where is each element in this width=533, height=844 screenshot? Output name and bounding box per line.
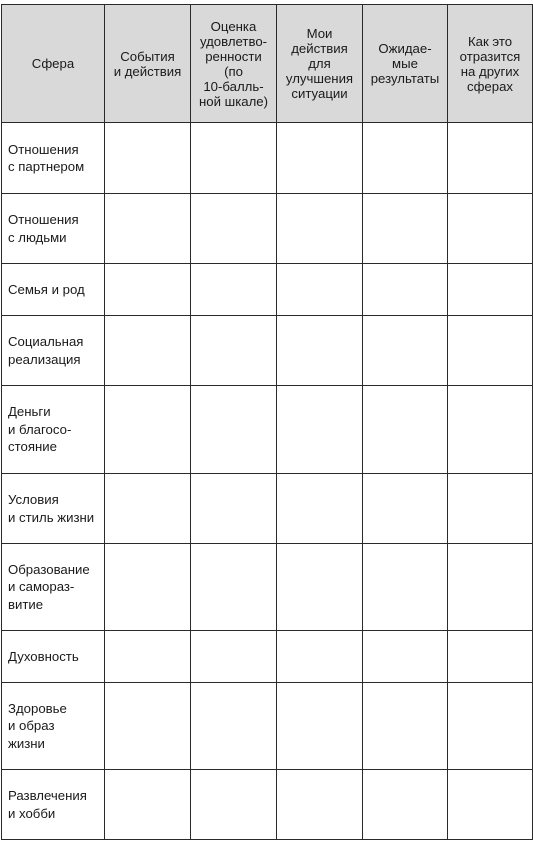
table-cell[interactable] bbox=[363, 631, 448, 683]
table-cell[interactable] bbox=[277, 316, 363, 386]
table-cell[interactable] bbox=[448, 474, 533, 544]
table-cell[interactable] bbox=[191, 386, 277, 474]
table-cell[interactable] bbox=[363, 123, 448, 194]
table-cell[interactable] bbox=[363, 474, 448, 544]
table-cell[interactable] bbox=[105, 474, 191, 544]
row-label: Образование и самораз- витие bbox=[2, 544, 105, 631]
column-header-sphere: Сфера bbox=[2, 5, 105, 123]
column-header-events: События и действия bbox=[105, 5, 191, 123]
table-cell[interactable] bbox=[191, 770, 277, 840]
row-label: Духовность bbox=[2, 631, 105, 683]
table-cell[interactable] bbox=[363, 194, 448, 264]
table-body bbox=[2, 123, 533, 840]
table-row bbox=[2, 683, 533, 770]
table-cell[interactable] bbox=[277, 264, 363, 316]
table-row bbox=[2, 386, 533, 474]
table-cell[interactable] bbox=[277, 474, 363, 544]
table-cell[interactable] bbox=[448, 631, 533, 683]
row-label: Отношения с людьми bbox=[2, 194, 105, 264]
header-row bbox=[2, 5, 533, 123]
table-cell[interactable] bbox=[363, 386, 448, 474]
table-row bbox=[2, 194, 533, 264]
table-row bbox=[2, 770, 533, 840]
table-cell[interactable] bbox=[277, 123, 363, 194]
row-label: Деньги и благосо- стояние bbox=[2, 386, 105, 474]
row-label: Социальная реализация bbox=[2, 316, 105, 386]
table-cell[interactable] bbox=[277, 544, 363, 631]
table-cell[interactable] bbox=[363, 683, 448, 770]
table-row bbox=[2, 474, 533, 544]
row-label: Отношения с партнером bbox=[2, 123, 105, 194]
table-cell[interactable] bbox=[277, 194, 363, 264]
life-spheres-table bbox=[1, 4, 533, 840]
table-row bbox=[2, 264, 533, 316]
table-cell[interactable] bbox=[105, 770, 191, 840]
table-cell[interactable] bbox=[191, 683, 277, 770]
column-header-expected-results: Ожидае- мые результаты bbox=[363, 5, 448, 123]
table-cell[interactable] bbox=[277, 386, 363, 474]
table-cell[interactable] bbox=[105, 683, 191, 770]
table-cell[interactable] bbox=[191, 123, 277, 194]
row-label: Условия и стиль жизни bbox=[2, 474, 105, 544]
table-cell[interactable] bbox=[191, 631, 277, 683]
table-row bbox=[2, 544, 533, 631]
table-cell[interactable] bbox=[448, 386, 533, 474]
table-cell[interactable] bbox=[363, 544, 448, 631]
table-cell[interactable] bbox=[191, 474, 277, 544]
table-cell[interactable] bbox=[105, 316, 191, 386]
table-cell[interactable] bbox=[191, 316, 277, 386]
table-cell[interactable] bbox=[363, 316, 448, 386]
table-cell[interactable] bbox=[191, 264, 277, 316]
column-header-my-actions: Мои действия для улучшения ситуации bbox=[277, 5, 363, 123]
table-row bbox=[2, 631, 533, 683]
column-header-satisfaction: Оценка удовлетво- ренности (по 10-балль- ной шкале) bbox=[191, 5, 277, 123]
table-cell[interactable] bbox=[105, 631, 191, 683]
table-cell[interactable] bbox=[448, 683, 533, 770]
table-cell[interactable] bbox=[277, 770, 363, 840]
table-row bbox=[2, 316, 533, 386]
table-cell[interactable] bbox=[191, 194, 277, 264]
table-cell[interactable] bbox=[105, 123, 191, 194]
table-cell[interactable] bbox=[448, 264, 533, 316]
table-cell[interactable] bbox=[448, 544, 533, 631]
table-cell[interactable] bbox=[448, 316, 533, 386]
table-cell[interactable] bbox=[363, 264, 448, 316]
table-header bbox=[2, 5, 533, 123]
table-row bbox=[2, 123, 533, 194]
worksheet bbox=[1, 4, 533, 840]
table-cell[interactable] bbox=[105, 386, 191, 474]
table-cell[interactable] bbox=[448, 123, 533, 194]
table-cell[interactable] bbox=[277, 683, 363, 770]
table-cell[interactable] bbox=[277, 631, 363, 683]
row-label: Развлечения и хобби bbox=[2, 770, 105, 840]
table-cell[interactable] bbox=[105, 264, 191, 316]
column-header-impact: Как это отразится на других сферах bbox=[448, 5, 533, 123]
table-cell[interactable] bbox=[105, 544, 191, 631]
table-cell[interactable] bbox=[363, 770, 448, 840]
table-cell[interactable] bbox=[191, 544, 277, 631]
table-cell[interactable] bbox=[105, 194, 191, 264]
table-cell[interactable] bbox=[448, 194, 533, 264]
row-label: Здоровье и образ жизни bbox=[2, 683, 105, 770]
row-label: Семья и род bbox=[2, 264, 105, 316]
table-cell[interactable] bbox=[448, 770, 533, 840]
